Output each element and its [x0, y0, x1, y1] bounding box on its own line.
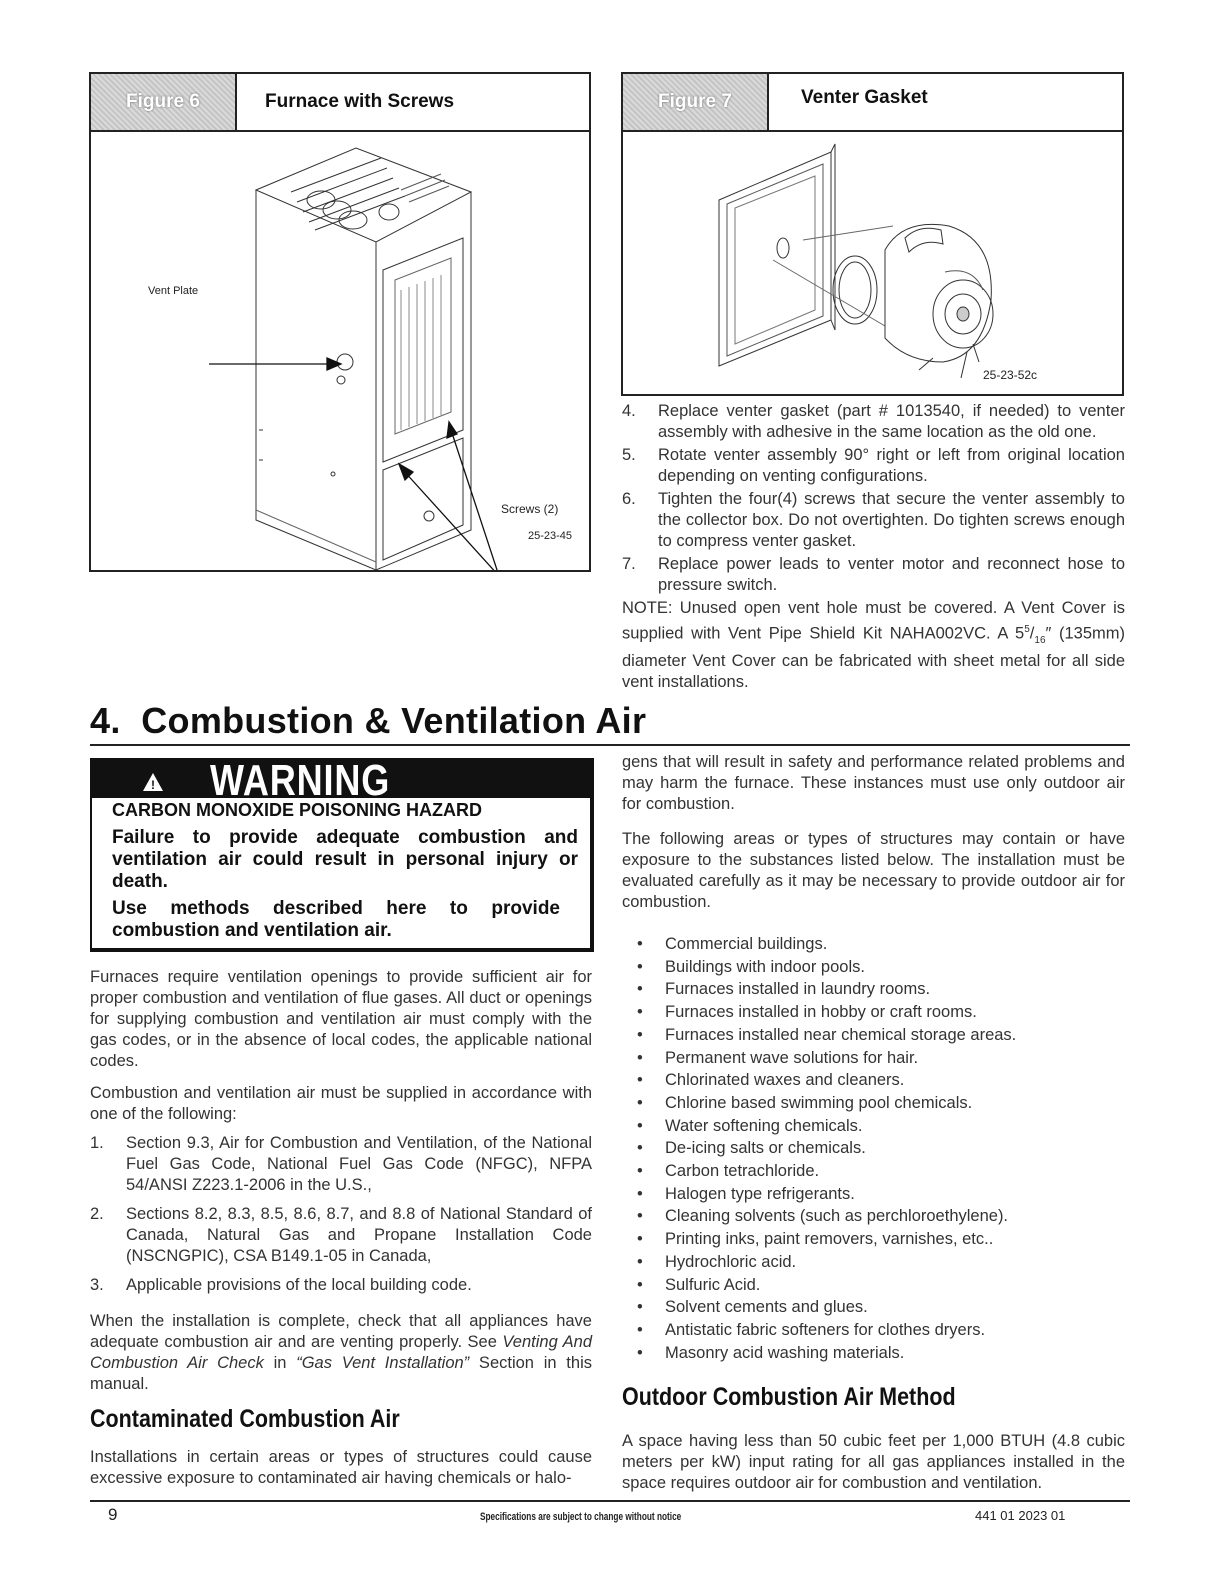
- note-paragraph: NOTE: Unused open vent hole must be covered. A Vent Cover is supplied with Vent Pipe Shield Kit NAHA002VC. A $5^5/_{16}''$ (135mm) diameter Vent Cover can be fabricated with sheet metal for all side vent installations.: [622, 599, 1125, 691]
- list-item: • Masonry acid washing materials.: [622, 1342, 1125, 1365]
- list-item: • Printing inks, paint removers, varnishes, etc..: [622, 1228, 1125, 1251]
- right-paragraph-1: gens that will result in safety and performance related problems and may harm the furnace. These instances must use only outdoor air for combustion.: [622, 753, 1125, 813]
- list-item: • Chlorine based swimming pool chemicals.: [622, 1092, 1125, 1115]
- list-item: • Halogen type refrigerants.: [622, 1183, 1125, 1206]
- left-paragraph-4: Installations in certain areas or types of structures could cause excessive exposure to contaminated air having chemicals or halo-: [90, 1448, 592, 1487]
- figure-7-header: [623, 74, 1122, 132]
- venter-gasket-illustration: [623, 130, 1122, 392]
- list-item: • Hydrochloric acid.: [622, 1251, 1125, 1274]
- step-item: 7. Replace power leads to venter motor and reconnect hose to pressure switch.: [622, 555, 1125, 594]
- left-paragraph-2: Combustion and ventilation air must be supplied in accordance with one of the following:: [90, 1084, 592, 1123]
- section-title: 4. Combustion & Ventilation Air: [90, 700, 647, 741]
- code-list-item: 2. Sections 8.2, 8.3, 8.5, 8.6, 8.7, and 8.8 of National Standard of Canada, Natural Gas and Propane Installation Code (NSCNGPIC), CSA B149.1-05 in Canada,: [90, 1205, 592, 1265]
- list-item: • Furnaces installed near chemical storage areas.: [622, 1024, 1125, 1047]
- outdoor-air-title: Outdoor Combustion Air Method: [622, 1383, 956, 1411]
- figure-7: [621, 72, 1124, 396]
- list-item: • De-icing salts or chemicals.: [622, 1137, 1125, 1160]
- list-item: • Antistatic fabric softeners for clothes dryers.: [622, 1319, 1125, 1342]
- page-number: 9: [108, 1505, 118, 1524]
- contaminant-list: [622, 933, 1125, 1364]
- list-item: • Permanent wave solutions for hair.: [622, 1047, 1125, 1070]
- code-list-item: 1. Section 9.3, Air for Combustion and Ventilation, of the National Fuel Gas Code, National Fuel Gas Code (NFGC), NFPA 54/ANSI Z223.1-2006 in the U.S.,: [90, 1134, 592, 1194]
- left-paragraph-1: Furnaces require ventilation openings to provide sufficient air for proper combustion and ventilation of flue gases. All duct or openings for supplying combustion and ventilation air must comply with the gas codes, or in the absence of local codes, the applicable national codes.: [90, 968, 592, 1070]
- figure-6-title: Furnace with Screws: [265, 91, 455, 112]
- list-item: • Cleaning solvents (such as perchloroethylene).: [622, 1205, 1125, 1228]
- figure-6: [89, 72, 591, 572]
- list-item: • Buildings with indoor pools.: [622, 956, 1125, 979]
- warning-hazard: CARBON MONOXIDE POISONING HAZARD: [112, 800, 483, 820]
- list-item: • Sulfuric Acid.: [622, 1274, 1125, 1297]
- figure-6-header: [91, 74, 589, 132]
- list-item: • Chlorinated waxes and cleaners.: [622, 1069, 1125, 1092]
- step-item: 5. Rotate venter assembly 90° right or left from original location depending on venting configurations.: [622, 446, 1125, 485]
- list-item: • Carbon tetrachloride.: [622, 1160, 1125, 1183]
- vent-plate-label: Vent Plate: [148, 285, 199, 297]
- code-list-item: 3. Applicable provisions of the local building code.: [90, 1276, 472, 1294]
- figure-7-code: 25-23-52c: [983, 368, 1038, 382]
- figure-6-tag: Figure 6: [91, 74, 237, 130]
- warning-word: WARNING: [210, 756, 391, 805]
- footer-notice: Specifications are subject to change without notice: [480, 1511, 682, 1523]
- footer-rule: [90, 1500, 1130, 1502]
- contaminated-title: Contaminated Combustion Air: [90, 1405, 400, 1433]
- figure-7-tag: Figure 7: [623, 74, 769, 130]
- step-item: 4. Replace venter gasket (part # 1013540, if needed) to venter assembly with adhesive in the same location as the old one.: [622, 402, 1125, 441]
- list-item: • Furnaces installed in hobby or craft rooms.: [622, 1001, 1125, 1024]
- figure-6-code: 25-23-45: [528, 530, 573, 542]
- list-item: • Solvent cements and glues.: [622, 1296, 1125, 1319]
- list-item: • Furnaces installed in laundry rooms.: [622, 978, 1125, 1001]
- warning-line-2: Use methods described here to provide combustion and ventilation air.: [112, 898, 560, 941]
- list-item: • Water softening chemicals.: [622, 1115, 1125, 1138]
- section-rule: [90, 744, 1130, 746]
- venter-steps: [622, 401, 1125, 598]
- svg-text:!: !: [151, 778, 155, 792]
- left-paragraph-3: When the installation is complete, check that all appliances have adequate combustion air and are venting properly. See Venting And Combustion Air Check in “Gas Vent Installation” Section in this manual.: [90, 1312, 592, 1393]
- warning-box: [90, 758, 594, 952]
- right-paragraph-3: A space having less than 50 cubic feet per 1,000 BTUH (4.8 cubic meters per kW) input rating for all gas appliances installed in the space requires outdoor air for combustion and ventilation.: [622, 1432, 1125, 1492]
- step-item: 6. Tighten the four(4) screws that secure the venter assembly to the collector box. Do not overtighten. Do tighten screws enough to compress venter gasket.: [622, 490, 1125, 550]
- warning-line-1: Failure to provide adequate combustion and ventilation air could result in personal injury or death.: [112, 827, 578, 892]
- list-item: • Commercial buildings.: [622, 933, 1125, 956]
- warning-bar: [92, 756, 590, 805]
- figure-7-title: Venter Gasket: [801, 87, 928, 108]
- document-number: 441 01 2023 01: [975, 1508, 1066, 1523]
- screws-label: Screws (2): [501, 502, 559, 516]
- right-paragraph-2: The following areas or types of structures may contain or have exposure to the substances listed below. The installation must be evaluated carefully as it may be necessary to provide outdoor air for combustion.: [622, 830, 1125, 911]
- warning-triangle-icon: [142, 772, 164, 792]
- code-list: [90, 1133, 592, 1298]
